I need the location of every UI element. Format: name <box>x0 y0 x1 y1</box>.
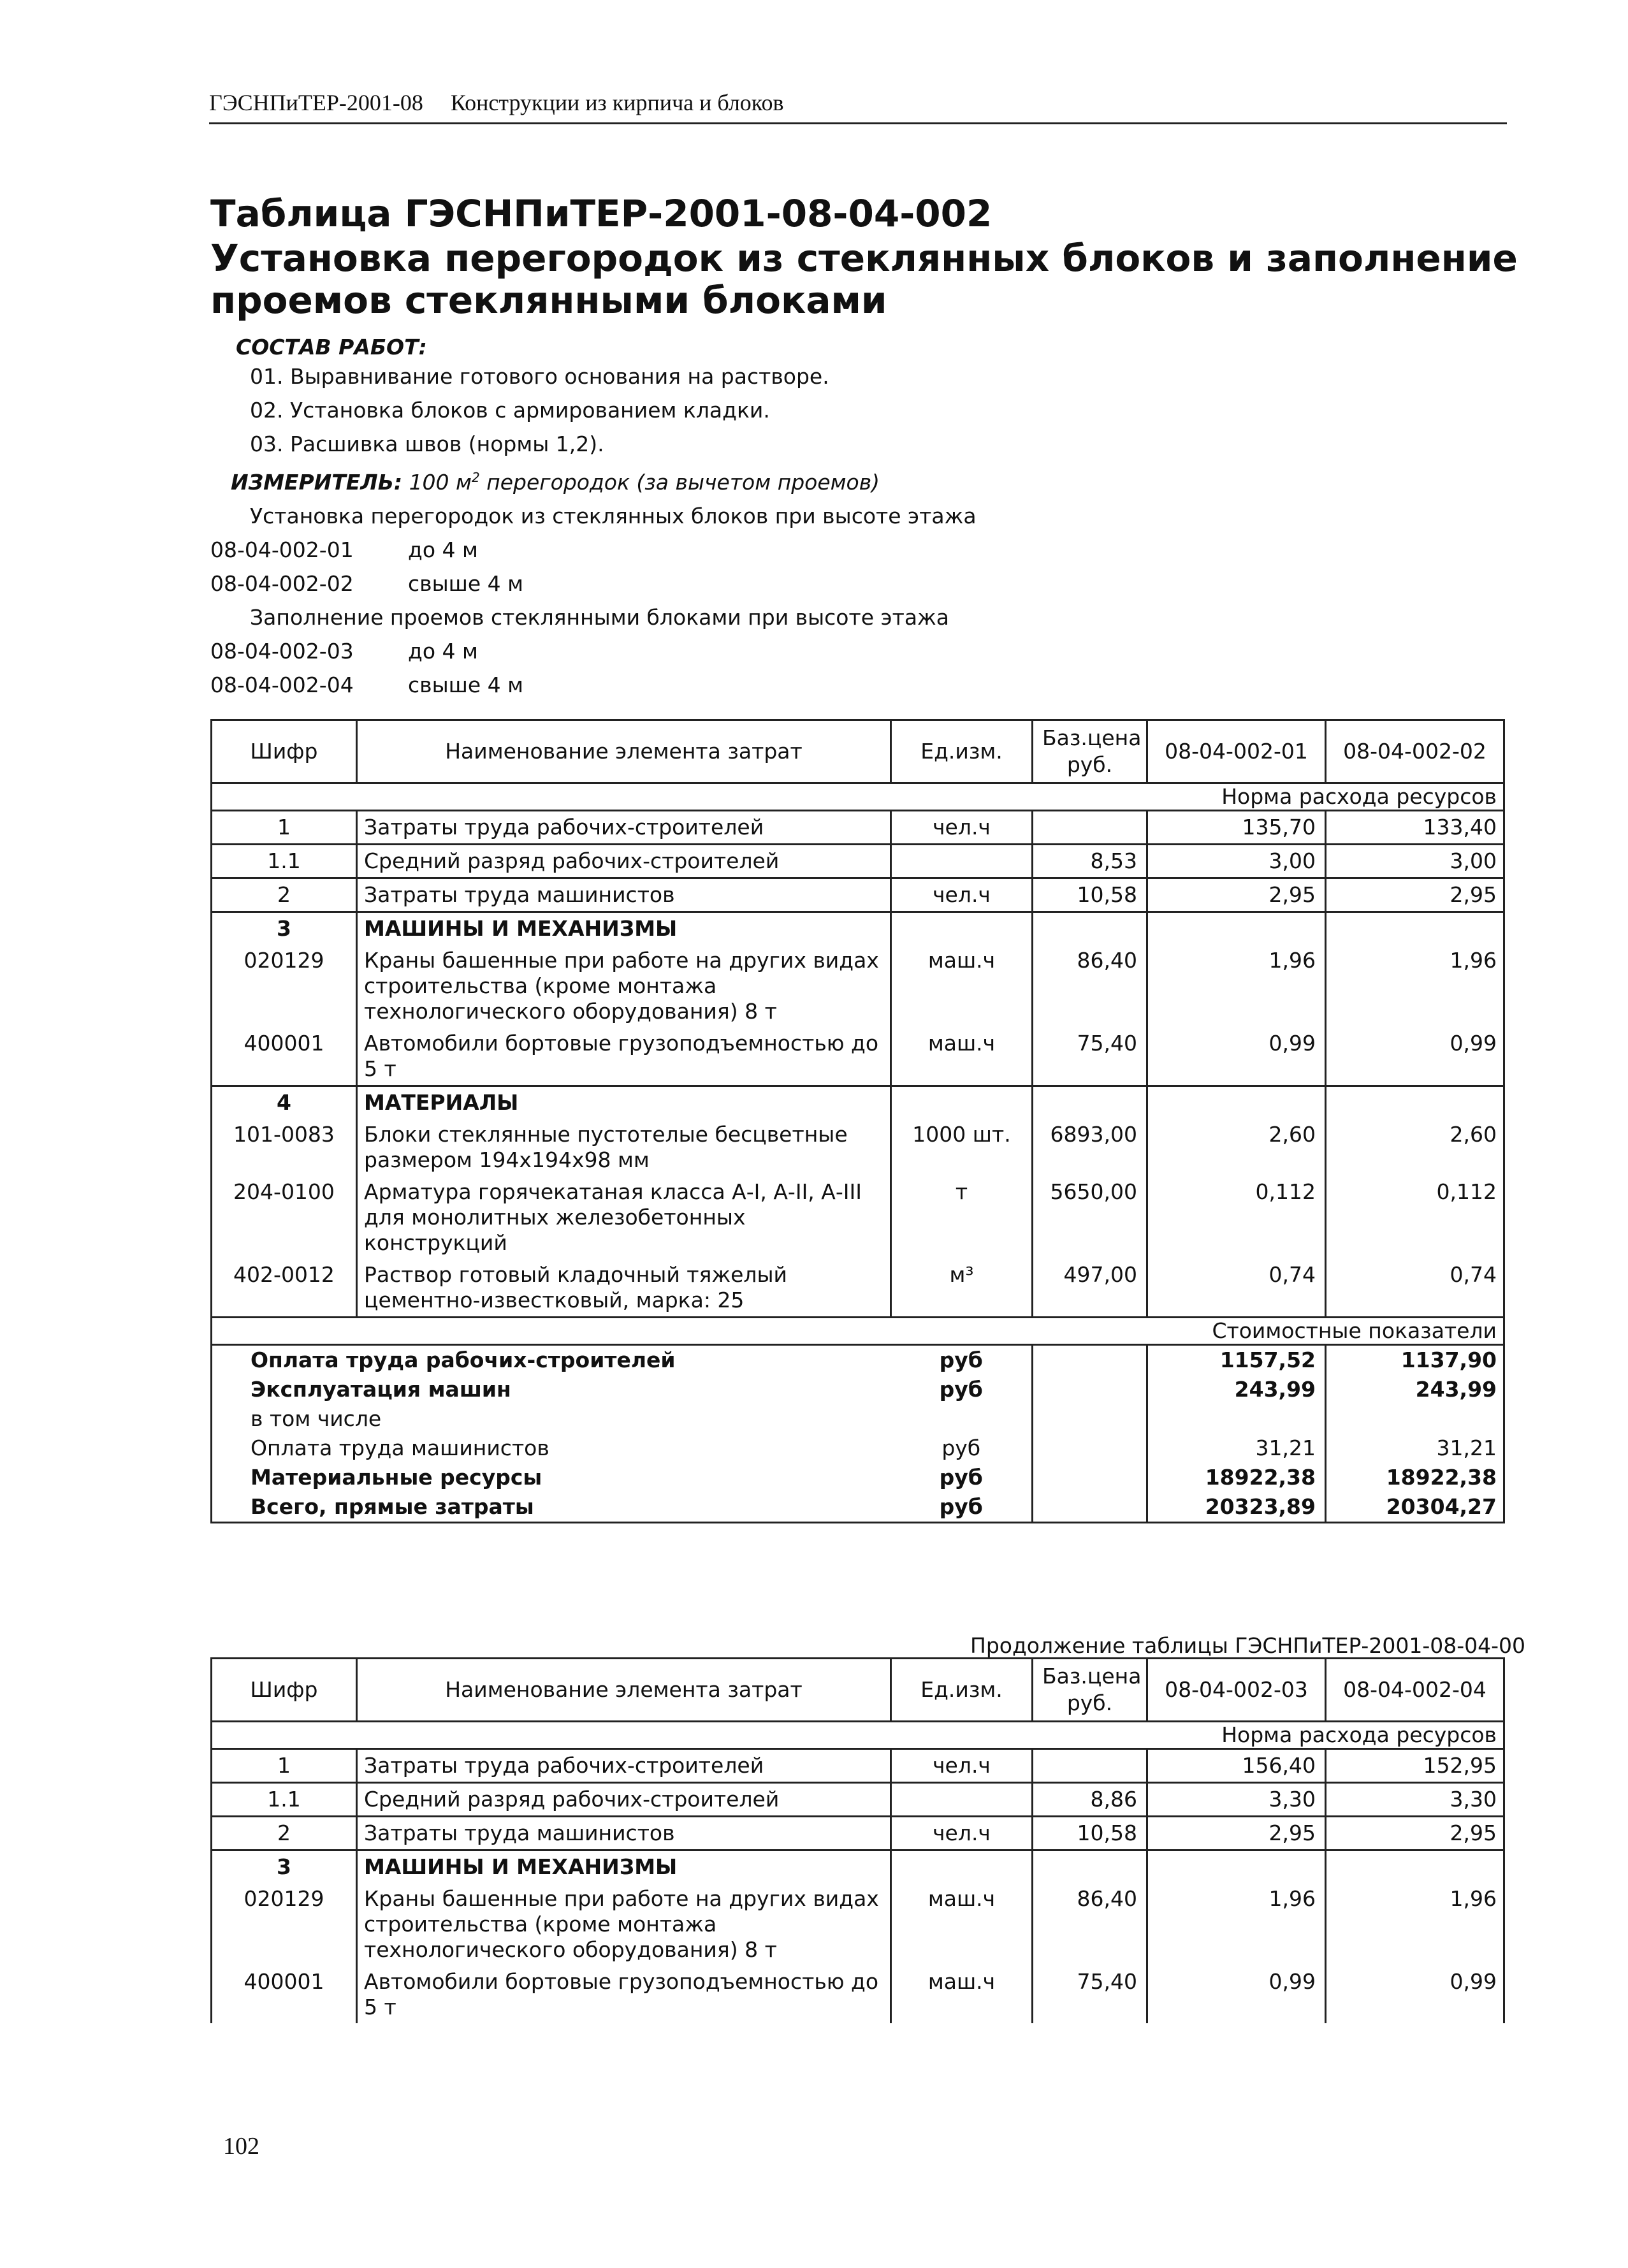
cost-unit: руб <box>941 1436 981 1460</box>
row-unit: м³ <box>891 1259 1033 1318</box>
header-code: Шифр <box>212 1659 357 1722</box>
table-row <box>212 1966 1504 2023</box>
row-value-1: 1,96 <box>1147 945 1326 1028</box>
variant-desc: до 4 м <box>408 537 478 562</box>
row-value-2: 0,112 <box>1326 1176 1504 1259</box>
works-item: 03. Расшивка швов (нормы 1,2). <box>250 432 604 456</box>
cost-unit: руб <box>939 1377 983 1402</box>
row-value-1: 0,99 <box>1147 1028 1326 1086</box>
header-row <box>212 720 1504 783</box>
row-value-1: 1,96 <box>1147 1883 1326 1966</box>
row-value-2 <box>1326 1850 1504 1884</box>
cost-unit <box>891 1404 1033 1434</box>
cost-price-empty <box>1033 1404 1147 1434</box>
running-header-subject: Конструкции из кирпича и блоков <box>450 90 784 115</box>
row-code: 402-0012 <box>233 1262 335 1287</box>
row-unit <box>891 1850 1033 1884</box>
row-value-2: 1,96 <box>1326 945 1504 1028</box>
cost-label: в том числе <box>251 1406 382 1431</box>
row-code: 2 <box>212 1817 357 1850</box>
row-price: 6893,00 <box>1033 1119 1147 1176</box>
row-code: 1 <box>277 1753 291 1778</box>
row-price: 8,53 <box>1033 845 1147 878</box>
table-row <box>212 1883 1504 1966</box>
header-rule <box>209 122 1507 124</box>
running-header-code: ГЭСНПиТЕР-2001-08 <box>209 90 423 115</box>
variant-desc: до 4 м <box>408 639 478 664</box>
row-price <box>1033 1850 1147 1884</box>
row-price <box>1033 1749 1147 1783</box>
cost-price-empty <box>1033 1434 1147 1463</box>
row-value-2: 2,60 <box>1326 1119 1504 1176</box>
works-block <box>210 335 1549 702</box>
row-unit: чел.ч <box>891 1749 1033 1783</box>
cost-price-empty <box>1033 1345 1147 1376</box>
row-unit: маш.ч <box>891 1028 1033 1086</box>
table-row <box>212 878 1504 912</box>
row-unit: чел.ч <box>891 811 1033 845</box>
header-unit: Ед.изм. <box>891 1659 1033 1722</box>
cost-price-empty <box>1033 1492 1147 1523</box>
row-price: 497,00 <box>1033 1259 1147 1318</box>
cost-unit: руб <box>939 1348 983 1372</box>
running-header <box>209 89 783 116</box>
cost-label: Всего, прямые затраты <box>212 1492 891 1523</box>
row-name: Арматура горячекатаная класса А-I, А-II, А-III для монолитных железобетонных конструкций <box>357 1176 891 1259</box>
row-code: 020129 <box>243 948 324 973</box>
row-value-2: 133,40 <box>1326 811 1504 845</box>
header-price <box>1033 720 1147 783</box>
row-name: Блоки стеклянные пустотелые бесцветные размером 194x194x98 мм <box>357 1119 891 1176</box>
row-name: МАШИНЫ И МЕХАНИЗМЫ <box>357 912 891 945</box>
row-code: 1 <box>277 815 291 840</box>
row-unit: маш.ч <box>891 1966 1033 2023</box>
row-price: 8,86 <box>1033 1783 1147 1817</box>
row-name: Автомобили бортовые грузоподъемностью до 5 т <box>357 1966 891 2023</box>
header-name: Наименование элемента затрат <box>357 1659 891 1722</box>
cost-row <box>212 1404 1504 1434</box>
cost-value-1: 20323,89 <box>1147 1492 1326 1523</box>
row-name: МАШИНЫ И МЕХАНИЗМЫ <box>357 1850 891 1884</box>
cost-label: Оплата труда машинистов <box>251 1436 549 1460</box>
row-code: 3 <box>212 1850 357 1884</box>
row-price <box>1033 912 1147 945</box>
row-value-2: 2,95 <box>1326 1817 1504 1850</box>
cost-value-2: 18922,38 <box>1326 1463 1504 1492</box>
row-code: 1.1 <box>212 845 357 878</box>
row-code: 400001 <box>243 1969 324 1994</box>
norm-caption-row <box>212 1722 1504 1749</box>
group-title: Заполнение проемов стеклянными блоками при высоте этажа <box>250 605 949 630</box>
row-value-2: 152,95 <box>1326 1749 1504 1783</box>
cost-unit: руб <box>939 1465 983 1490</box>
row-unit: чел.ч <box>891 1817 1033 1850</box>
continuation-note: Продолжение таблицы ГЭСНПиТЕР-2001-08-04-00 <box>970 1633 1526 1658</box>
table-row <box>212 1119 1504 1176</box>
row-name: Автомобили бортовые грузоподъемностью до 5 т <box>357 1028 891 1086</box>
row-value-2: 3,00 <box>1326 845 1504 878</box>
table-row <box>212 1749 1504 1783</box>
table-row <box>212 1817 1504 1850</box>
works-heading: СОСТАВ РАБОТ: <box>236 335 427 360</box>
row-name: Затраты труда рабочих-строителей <box>357 1749 891 1783</box>
row-code: 020129 <box>243 1886 324 1911</box>
row-unit: маш.ч <box>891 945 1033 1028</box>
norms-table-2 <box>210 1657 1505 2023</box>
cost-value-1: 31,21 <box>1147 1434 1326 1463</box>
row-code: 3 <box>212 912 357 945</box>
row-value-1: 0,99 <box>1147 1966 1326 2023</box>
row-unit <box>891 1783 1033 1817</box>
header-price-line: руб. <box>1066 752 1113 777</box>
row-value-1: 2,60 <box>1147 1119 1326 1176</box>
cost-row <box>212 1492 1504 1523</box>
row-code: 101-0083 <box>233 1122 335 1147</box>
header-col2: 08-04-002-02 <box>1326 720 1504 783</box>
cost-value-1 <box>1147 1404 1326 1434</box>
cost-row <box>212 1375 1504 1404</box>
row-name: Краны башенные при работе на других видах строительства (кроме монтажа технологического оборудования) 8 т <box>357 945 891 1028</box>
cost-value-1: 243,99 <box>1147 1375 1326 1404</box>
cost-value-2: 31,21 <box>1326 1434 1504 1463</box>
row-price <box>1033 1086 1147 1119</box>
group-title: Установка перегородок из стеклянных блоков при высоте этажа <box>250 504 977 528</box>
header-col1: 08-04-002-03 <box>1147 1659 1326 1722</box>
row-price: 10,58 <box>1033 1817 1147 1850</box>
norm-caption-row <box>212 783 1504 811</box>
cost-value-1: 1157,52 <box>1147 1345 1326 1376</box>
cost-price-empty <box>1033 1463 1147 1492</box>
table-row <box>212 1783 1504 1817</box>
cost-caption: Стоимостные показатели <box>212 1318 1504 1345</box>
table-row <box>212 1176 1504 1259</box>
row-value-1 <box>1147 1850 1326 1884</box>
variant-code: 08-04-002-04 <box>210 672 354 697</box>
row-value-1: 0,74 <box>1147 1259 1326 1318</box>
cost-caption-row <box>212 1318 1504 1345</box>
row-code: 204-0100 <box>233 1179 335 1204</box>
section-row <box>212 1086 1504 1119</box>
table-row <box>212 1259 1504 1318</box>
row-price: 86,40 <box>1033 1883 1147 1966</box>
row-unit: чел.ч <box>891 878 1033 912</box>
row-price: 5650,00 <box>1033 1176 1147 1259</box>
row-name: Раствор готовый кладочный тяжелый цементно-известковый, марка: 25 <box>357 1259 891 1318</box>
cost-price-empty <box>1033 1375 1147 1404</box>
cost-row <box>212 1434 1504 1463</box>
header-name: Наименование элемента затрат <box>357 720 891 783</box>
row-unit <box>891 1086 1033 1119</box>
meter-line <box>231 461 1549 499</box>
row-price: 10,58 <box>1033 878 1147 912</box>
row-value-1: 3,30 <box>1147 1783 1326 1817</box>
cost-value-2: 243,99 <box>1326 1375 1504 1404</box>
row-value-1: 135,70 <box>1147 811 1326 845</box>
variant-code: 08-04-002-02 <box>210 571 354 596</box>
section-row <box>212 912 1504 945</box>
row-value-1: 2,95 <box>1147 878 1326 912</box>
variant-desc: свыше 4 м <box>408 571 524 596</box>
row-price: 75,40 <box>1033 1028 1147 1086</box>
variant-code: 08-04-002-03 <box>210 639 354 664</box>
cost-value-2: 20304,27 <box>1326 1492 1504 1523</box>
table-row <box>212 845 1504 878</box>
row-value-1 <box>1147 1086 1326 1119</box>
section-row <box>212 1850 1504 1884</box>
header-price-line: Баз.цена <box>1042 725 1142 750</box>
cost-row <box>212 1463 1504 1492</box>
cost-label: Оплата труда рабочих-строителей <box>251 1348 676 1372</box>
norms-table-1 <box>210 719 1505 1523</box>
cost-row <box>212 1345 1504 1376</box>
row-value-2 <box>1326 912 1504 945</box>
table-row <box>212 945 1504 1028</box>
row-code: 2 <box>212 878 357 912</box>
row-unit: 1000 шт. <box>891 1119 1033 1176</box>
cost-value-2: 1137,90 <box>1326 1345 1504 1376</box>
header-col1: 08-04-002-01 <box>1147 720 1326 783</box>
row-code: 400001 <box>243 1031 324 1056</box>
table-name: Установка перегородок из стеклянных блоков и заполнение проемов стеклянными блоками <box>210 236 1518 322</box>
row-price: 86,40 <box>1033 945 1147 1028</box>
norm-caption: Норма расхода ресурсов <box>212 1722 1504 1749</box>
row-unit <box>891 845 1033 878</box>
row-value-1 <box>1147 912 1326 945</box>
row-value-1: 2,95 <box>1147 1817 1326 1850</box>
header-price-line: руб. <box>1066 1690 1113 1715</box>
header-col2: 08-04-002-04 <box>1326 1659 1504 1722</box>
cost-unit: руб <box>891 1492 1033 1523</box>
row-value-2: 0,99 <box>1326 1028 1504 1086</box>
table-title-block <box>210 191 1549 321</box>
cost-label: Эксплуатация машин <box>251 1377 511 1402</box>
row-code: 1.1 <box>212 1783 357 1817</box>
header-row <box>212 1659 1504 1722</box>
cost-label: Материальные ресурсы <box>251 1465 542 1490</box>
header-price <box>1033 1659 1147 1722</box>
row-code: 4 <box>212 1086 357 1119</box>
variant-row <box>210 668 1549 702</box>
variant-row <box>210 634 1549 668</box>
row-name: Затраты труда рабочих-строителей <box>357 811 891 845</box>
row-name: МАТЕРИАЛЫ <box>357 1086 891 1119</box>
row-value-2: 1,96 <box>1326 1883 1504 1966</box>
header-unit: Ед.изм. <box>891 720 1033 783</box>
row-value-2: 2,95 <box>1326 878 1504 912</box>
table-label: Таблица ГЭСНПиТЕР-2001-08-04-002 <box>210 192 992 235</box>
row-value-2: 0,99 <box>1326 1966 1504 2023</box>
works-item: 01. Выравнивание готового основания на растворе. <box>250 364 829 389</box>
meter-value: 100 $м^2$ перегородок (за вычетом проемов) <box>409 470 880 495</box>
variant-row <box>210 567 1549 600</box>
table-row <box>212 811 1504 845</box>
row-price: 75,40 <box>1033 1966 1147 2023</box>
row-unit: т <box>891 1176 1033 1259</box>
page-number: 102 <box>223 2133 259 2160</box>
row-name: Краны башенные при работе на других видах строительства (кроме монтажа технологического оборудования) 8 т <box>357 1883 891 1966</box>
row-value-1: 0,112 <box>1147 1176 1326 1259</box>
header-price-line: Баз.цена <box>1042 1664 1142 1689</box>
row-value-1: 3,00 <box>1147 845 1326 878</box>
table-row <box>212 1028 1504 1086</box>
cost-value-2 <box>1326 1404 1504 1434</box>
cost-value-1: 18922,38 <box>1147 1463 1326 1492</box>
norm-caption: Норма расхода ресурсов <box>212 783 1504 811</box>
row-value-2: 3,30 <box>1326 1783 1504 1817</box>
meter-label: ИЗМЕРИТЕЛЬ: <box>231 470 403 495</box>
row-value-2 <box>1326 1086 1504 1119</box>
row-price <box>1033 811 1147 845</box>
variant-code: 08-04-002-01 <box>210 537 354 562</box>
row-name: Средний разряд рабочих-строителей <box>357 1783 891 1817</box>
variant-desc: свыше 4 м <box>408 672 524 697</box>
row-name: Затраты труда машинистов <box>357 1817 891 1850</box>
row-unit <box>891 912 1033 945</box>
row-value-1: 156,40 <box>1147 1749 1326 1783</box>
variant-row <box>210 533 1549 567</box>
row-name: Затраты труда машинистов <box>357 878 891 912</box>
row-value-2: 0,74 <box>1326 1259 1504 1318</box>
row-name: Средний разряд рабочих-строителей <box>357 845 891 878</box>
works-item: 02. Установка блоков с армированием кладки. <box>250 398 770 423</box>
row-unit: маш.ч <box>891 1883 1033 1966</box>
header-code: Шифр <box>212 720 357 783</box>
